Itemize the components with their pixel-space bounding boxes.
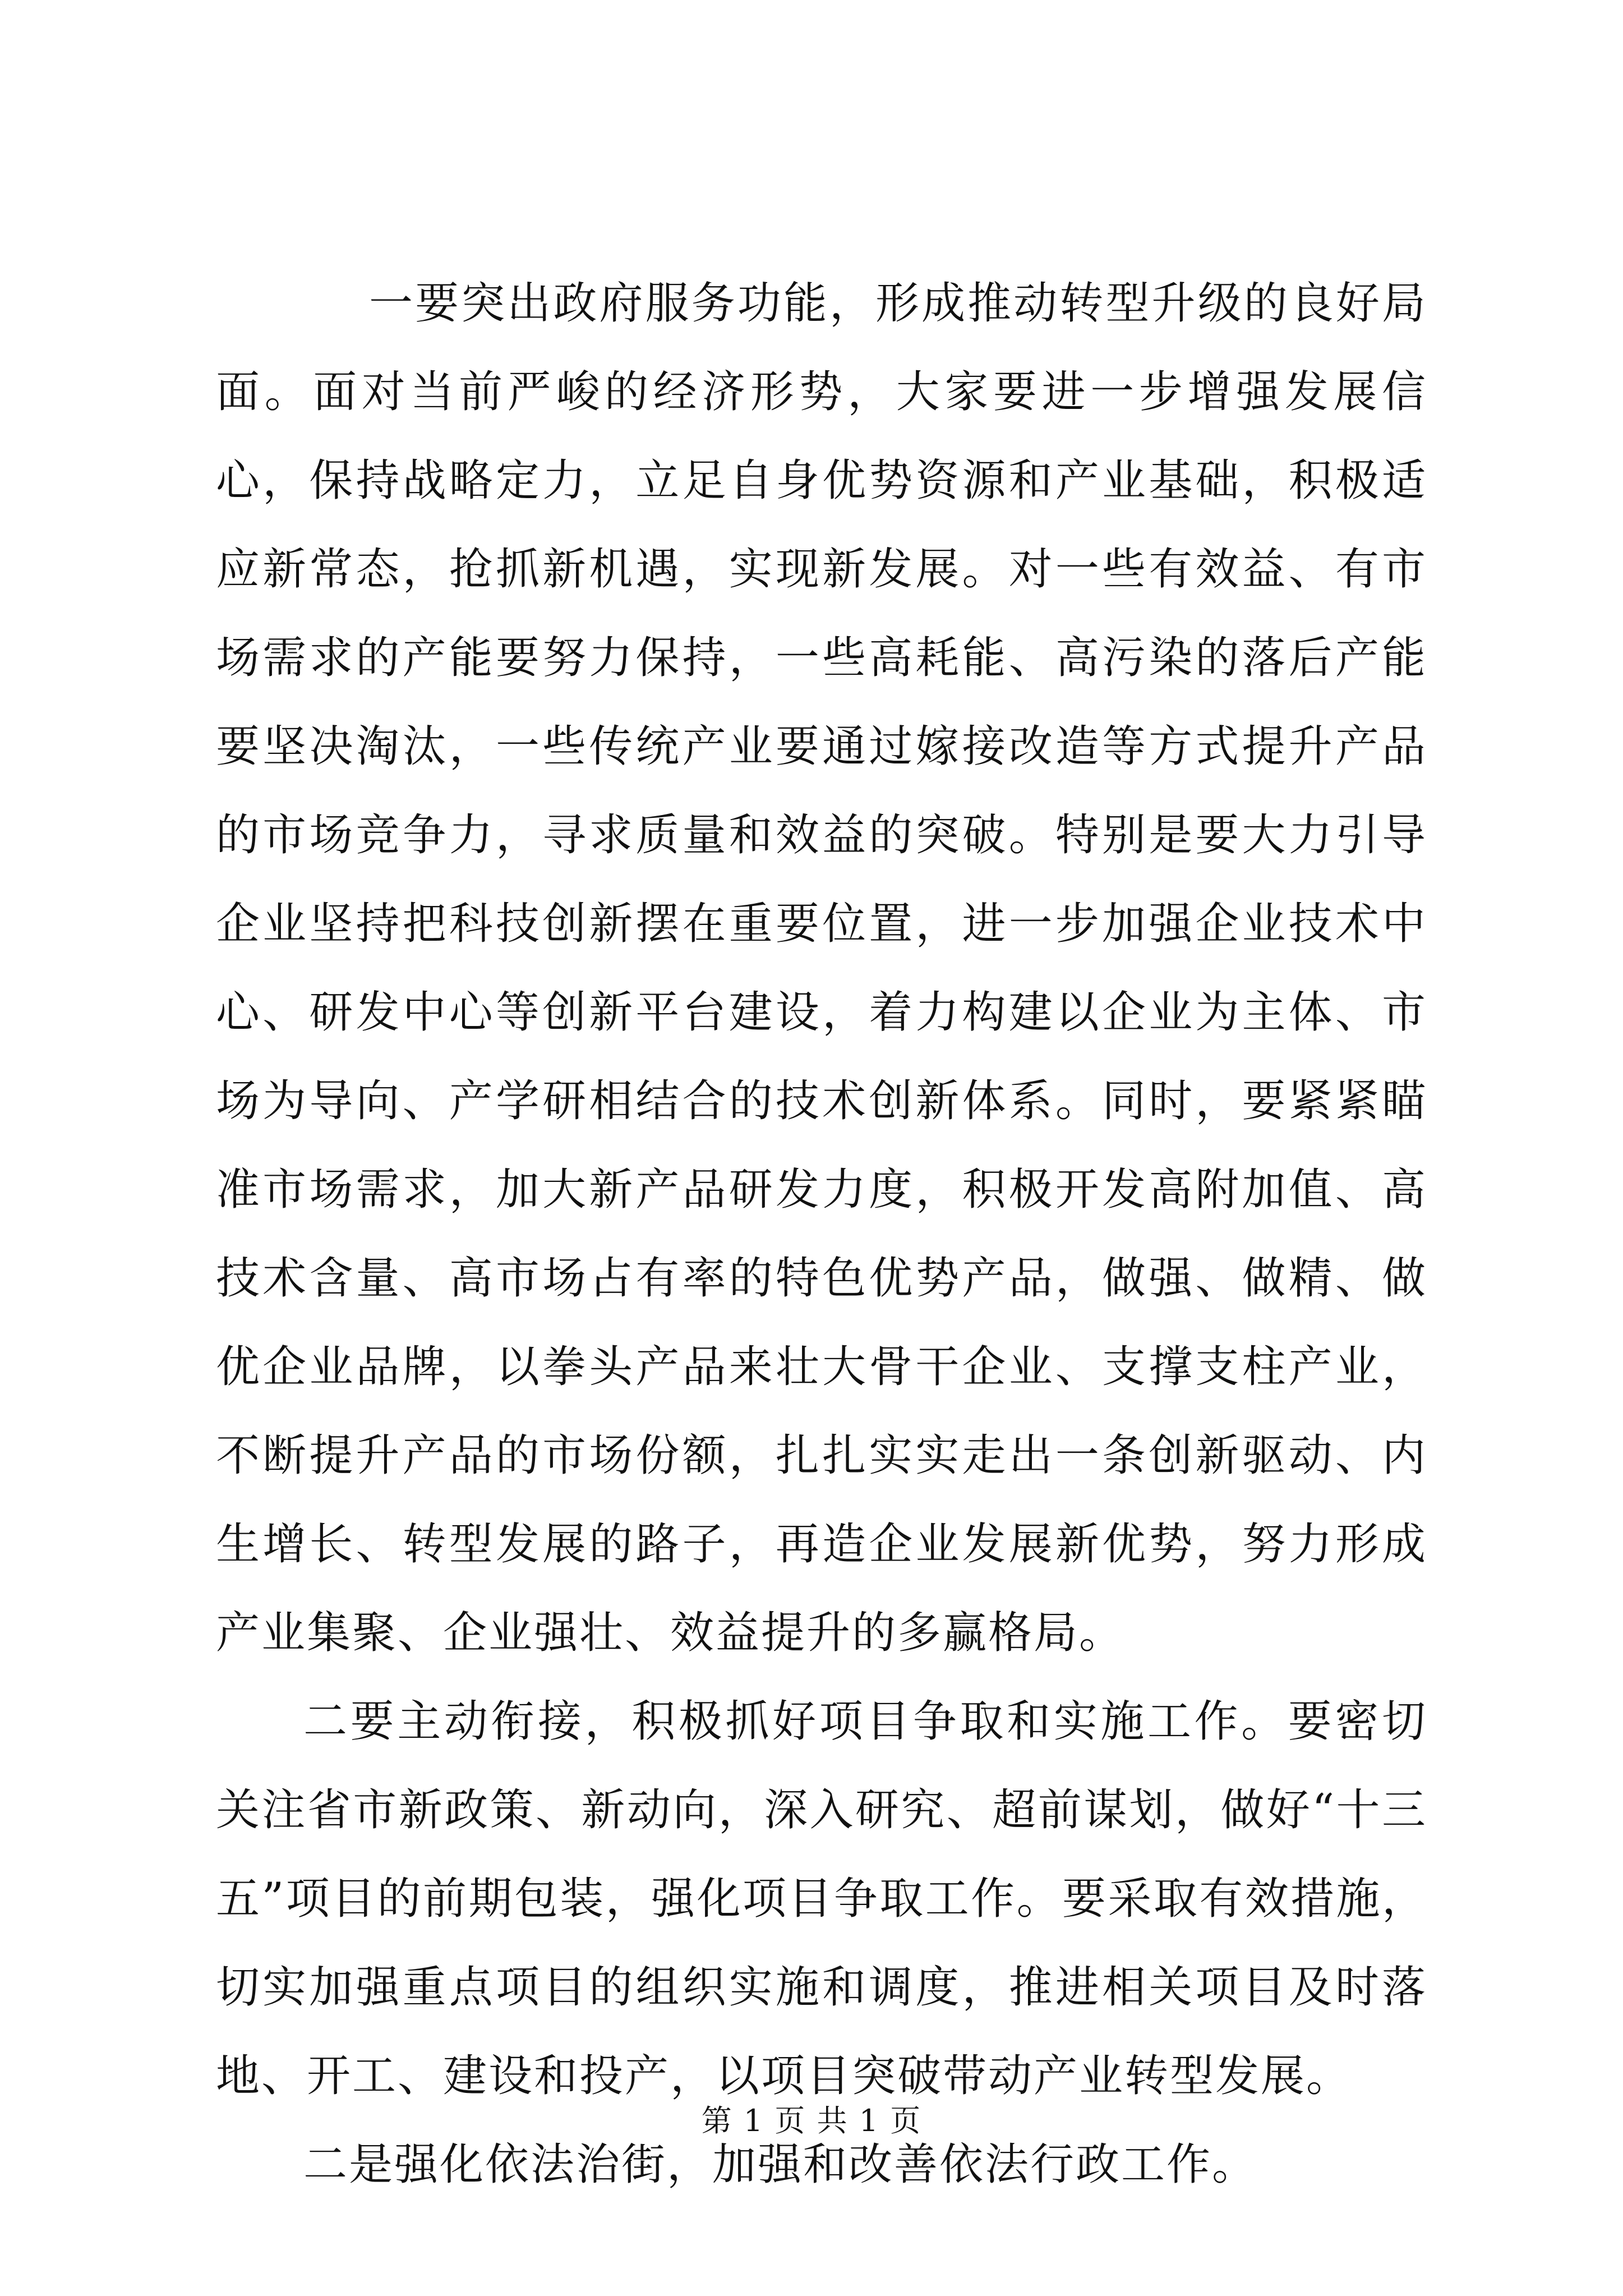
page-footer: 第 1 页 共 1 页	[701, 2103, 922, 2138]
paragraph-3: 二是强化依法治街，加强和改善依法行政工作。	[303, 2139, 1258, 2190]
document-body	[216, 259, 1427, 2209]
paragraph-2: 二要主动衔接，积极抓好项目争取和实施工作。要密切关注省市新政策、新动向，深入研究、超前谋划，做好“十三五”项目的前期包装，强化项目争取工作。要采取有效措施，切实加强重点项目的组织实施和调度，推进相关项目及时落地、开工、建设和投产，以项目突破带动产业转型发展。	[216, 1696, 1427, 2101]
paragraph-1: 一要突出政府服务功能，形成推动转型升级的良好局面。面对当前严峻的经济形势，大家要进一步增强发展信心，保持战略定力，立足自身优势资源和产业基础，积极适应新常态，抢抓新机遇，实现新发展。对一些有效益、有市场需求的产能要努力保持，一些高耗能、高污染的落后产能要坚决淘汰，一些传统产业要通过嫁接改造等方式提升产品的市场竞争力，寻求质量和效益的突破。特别是要大力引导企业坚持把科技创新摆在重要位置，进一步加强企业技术中心、研发中心等创新平台建设，着力构建以企业为主体、市场为导向、产学研相结合的技术创新体系。同时，要紧紧瞄准市场需求，加大新产品研发力度，积极开发高附加值、高技术含量、高市场占有率的特色优势产品，做强、做精、做优企业品牌，以拳头产品来壮大骨干企业、支撑支柱产业，不断提升产品的市场份额，扎扎实实走出一条创新驱动、内生增长、转型发展的路子，再造企业发展新优势，努力形成产业集聚、企业强壮、效益提升的多赢格局。	[216, 278, 1427, 1658]
